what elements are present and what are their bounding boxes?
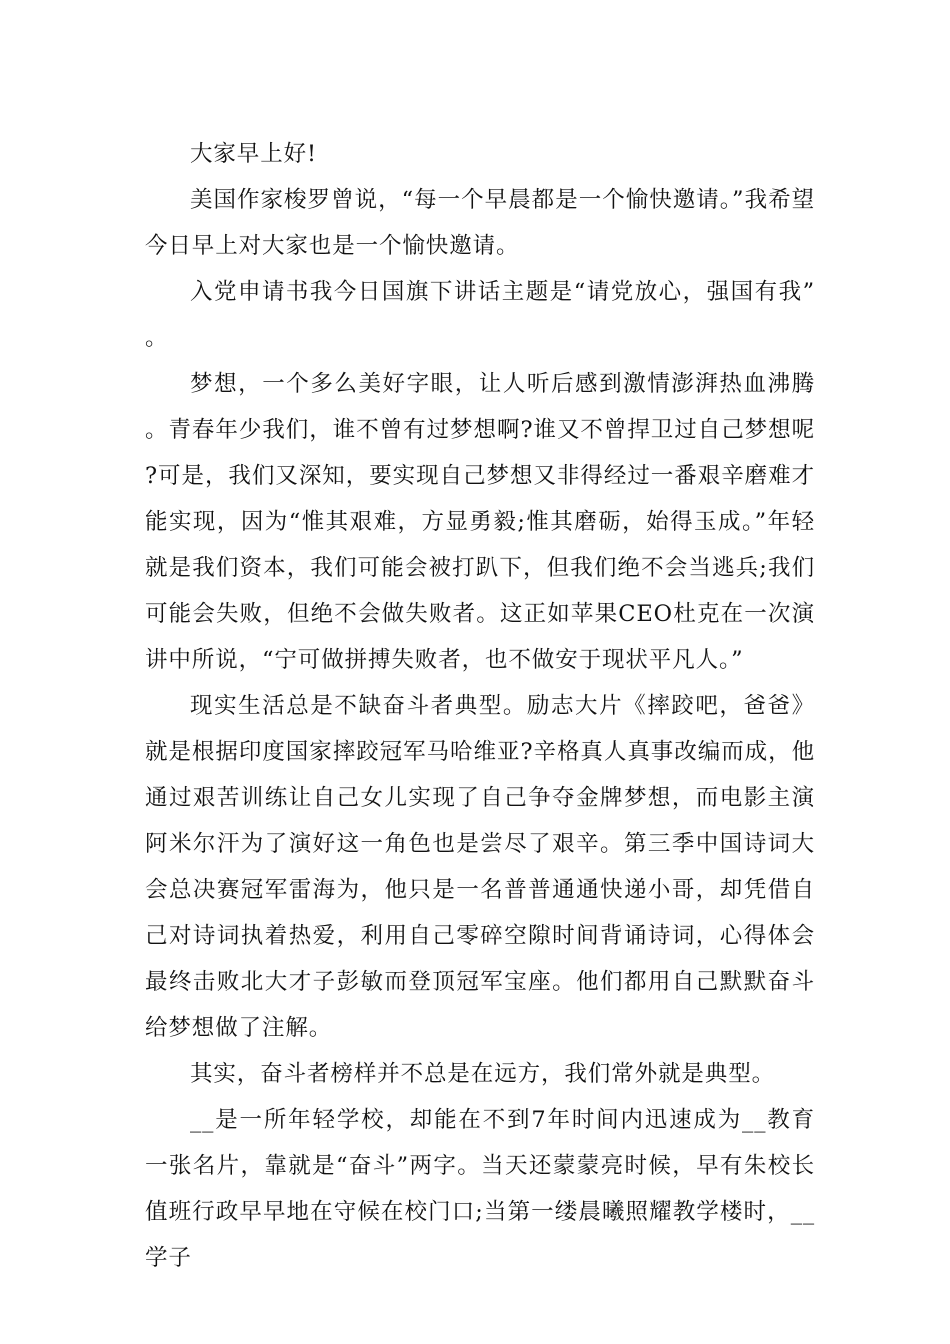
paragraph-speech-theme: 入党申请书我今日国旗下讲话主题是“请党放心，强国有我”。	[145, 279, 815, 351]
paragraph-thoreau-quote: 美国作家梭罗曾说，“每一个早晨都是一个愉快邀请。”我希望今日早上对大家也是一个愉快邀请。	[145, 187, 815, 259]
paragraph-role-models-nearby: 其实，奋斗者榜样并不总是在远方，我们常外就是典型。	[190, 1061, 776, 1087]
paragraph-greeting: 大家早上好!	[190, 141, 317, 167]
document-body	[145, 131, 815, 1281]
paragraph-strivers-examples: 现实生活总是不缺奋斗者典型。励志大片《摔跤吧，爸爸》就是根据印度国家摔跤冠军马哈维亚?辛格真人真事改编而成，他通过艰苦训练让自己女儿实现了自己争夺金牌梦想，而电影主演阿米尔汗为了演好这一角色也是尝尽了艰辛。第三季中国诗词大会总决赛冠军雷海为，他只是一名普普通通快递小哥，却凭借自己对诗词执着热爱，利用自己零碎空隙时间背诵诗词，心得体会最终击败北大才子彭敏而登顶冠军宝座。他们都用自己默默奋斗给梦想做了注解。	[145, 693, 815, 1041]
paragraph-school: __是一所年轻学校，却能在不到7年时间内迅速成为__教育一张名片，靠就是“奋斗”两字。当天还蒙蒙亮时候，早有朱校长值班行政早早地在守候在校门口;当第一缕晨曦照耀教学楼时，__学子	[145, 1107, 815, 1271]
paragraph-dream: 梦想，一个多么美好字眼，让人听后感到激情澎湃热血沸腾。青春年少我们，谁不曾有过梦想啊?谁又不曾捍卫过自己梦想呢?可是，我们又深知，要实现自己梦想又非得经过一番艰辛磨难才能实现，因为“惟其艰难，方显勇毅;惟其磨砺，始得玉成。”年轻就是我们资本，我们可能会被打趴下，但我们绝不会当逃兵;我们可能会失败，但绝不会做失败者。这正如苹果CEO杜克在一次演讲中所说，“宁可做拼搏失败者，也不做安于现状平凡人。”	[145, 371, 815, 673]
